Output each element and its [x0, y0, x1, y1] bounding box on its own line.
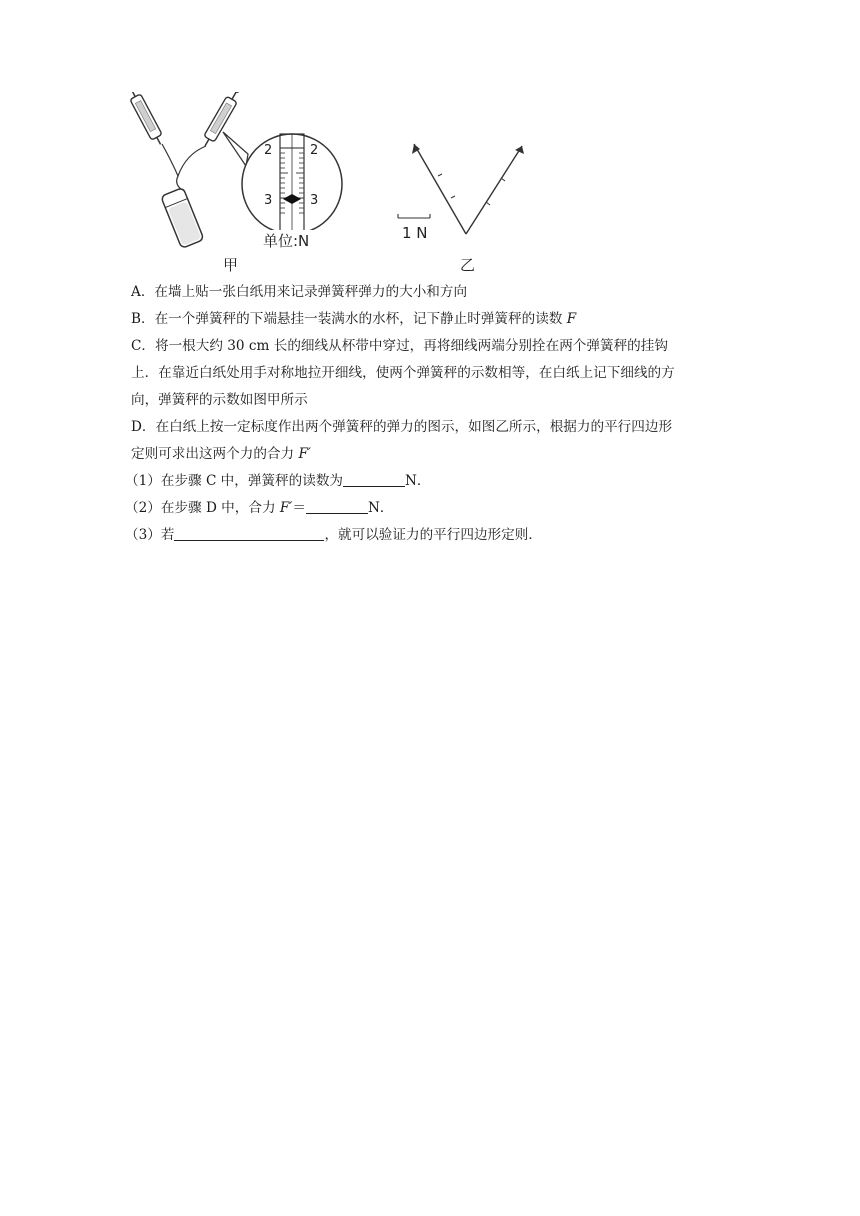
scale-label-3-left: 3 — [264, 193, 273, 208]
water-cup — [161, 187, 204, 248]
step-a: A．在墙上贴一张白纸用来记录弹簧秤弹力的大小和方向 — [131, 284, 468, 300]
unit-label: 单位:N — [263, 232, 310, 250]
spring-balance-right — [200, 92, 243, 149]
step-c-line-3: 向，弹簧秤的示数如图甲所示 — [131, 392, 308, 408]
question-3: （3）若 ，就可以验证力的平行四边形定则． — [125, 527, 542, 543]
force-diagram — [398, 144, 524, 274]
scale-label-2-right: 2 — [310, 143, 319, 158]
spring-balance-left — [124, 92, 166, 147]
step-d-line-1: D．在白纸上按一定标度作出两个弹簧秤的弹力的图示，如图乙所示，根据力的平行四边形 — [131, 419, 673, 435]
string — [162, 144, 206, 176]
scale-bar-label: 1 N — [402, 224, 428, 242]
step-c-line-2: 上．在靠近白纸处用手对称地拉开细线，使两个弹簧秤的示数相等，在白纸上记下细线的方 — [131, 365, 675, 381]
step-d-line-2: 定则可求出这两个力的合力 F′ — [131, 446, 311, 462]
scale-label-2-left: 2 — [264, 143, 273, 158]
figure-label-left: 甲 — [223, 256, 239, 274]
step-c-line-1: C．将一根大约 30 cm 长的细线从杯带中穿过，再将细线两端分别拴在两个弹簧秤的挂钩 — [131, 338, 668, 354]
step-b: B．在一个弹簧秤的下端悬挂一装满水的水杯，记下静止时弹簧秤的读数 F — [131, 311, 577, 327]
experiment-figure — [120, 92, 540, 282]
answer-blank-1[interactable] — [343, 472, 405, 487]
answer-blank-3[interactable] — [174, 526, 324, 541]
scale-label-3-right: 3 — [310, 193, 319, 208]
answer-blank-2[interactable] — [306, 499, 368, 514]
question-2: （2）在步骤 D 中，合力 F′＝ N． — [125, 500, 394, 516]
figure-label-right: 乙 — [460, 256, 476, 274]
problem-text — [125, 282, 751, 545]
question-1: （1）在步骤 C 中，弹簧秤的读数为 N． — [125, 473, 431, 489]
